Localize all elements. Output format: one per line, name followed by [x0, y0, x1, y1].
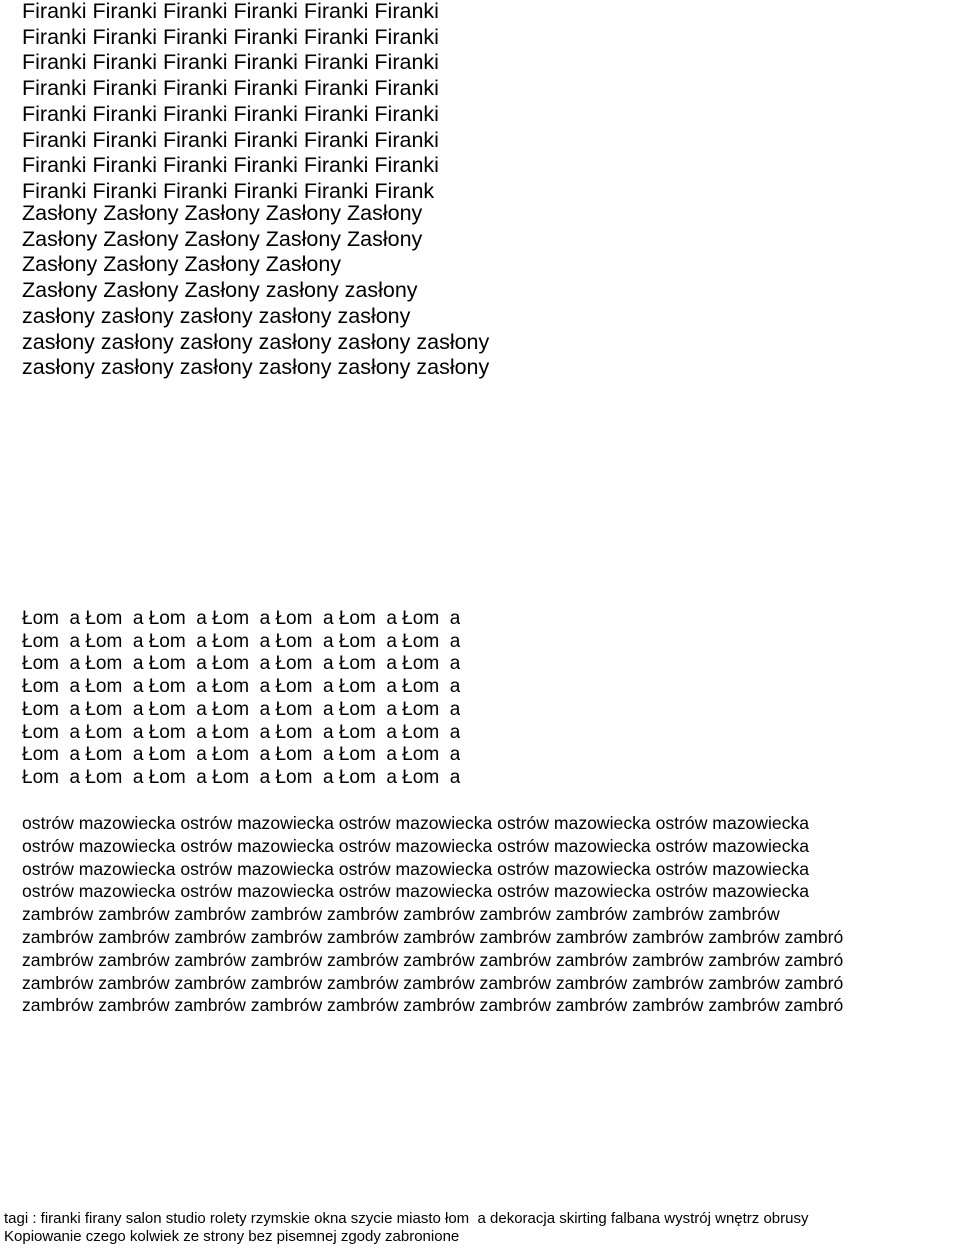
- text-line: zambrów zambrów zambrów zambrów zambrów zambrów zambrów zambrów zambrów zambrów zambró: [22, 949, 844, 970]
- text-line: Firanki Firanki Firanki Firanki Firanki Firanki: [22, 76, 439, 101]
- text-line: Firanki Firanki Firanki Firanki Firanki Firanki: [22, 50, 439, 75]
- ostrow-zambrow-text-block: [22, 812, 960, 1017]
- text-line: Zasłony Zasłony Zasłony Zasłony Zasłony: [22, 226, 423, 251]
- text-line: zasłony zasłony zasłony zasłony zasłony: [22, 303, 411, 328]
- text-line: Firanki Firanki Firanki Firanki Firanki Firank: [22, 178, 435, 203]
- text-line: Firanki Firanki Firanki Firanki Firanki Firanki: [22, 0, 439, 23]
- text-line: zambrów zambrów zambrów zambrów zambrów zambrów zambrów zambrów zambrów zambrów zambró: [22, 926, 844, 947]
- text-line: ostrów mazowiecka ostrów mazowiecka ostrów mazowiecka ostrów mazowiecka ostrów mazowiecka: [22, 813, 810, 833]
- text-line: zasłony zasłony zasłony zasłony zasłony zasłony: [22, 355, 490, 380]
- text-line: Łom a Łom a Łom a Łom a Łom a Łom a Łom a: [22, 653, 461, 675]
- text-line: Łom a Łom a Łom a Łom a Łom a Łom a Łom a: [22, 721, 461, 743]
- text-line: Łom a Łom a Łom a Łom a Łom a Łom a Łom a: [22, 744, 461, 766]
- text-line: Zasłony Zasłony Zasłony Zasłony Zasłony: [22, 201, 423, 225]
- firanki-text-block: [22, 0, 439, 205]
- text-line: ostrów mazowiecka ostrów mazowiecka ostrów mazowiecka ostrów mazowiecka ostrów mazowiecka: [22, 858, 810, 879]
- text-line: zasłony zasłony zasłony zasłony zasłony zasłony: [22, 329, 490, 354]
- text-line: Łom a Łom a Łom a Łom a Łom a Łom a Łom a: [22, 676, 461, 698]
- text-line: Łom a Łom a Łom a Łom a Łom a Łom a Łom a: [22, 766, 461, 788]
- text-line: zambrów zambrów zambrów zambrów zambrów zambrów zambrów zambrów zambrów zambrów zambró: [22, 972, 844, 993]
- text-line: zambrów zambrów zambrów zambrów zambrów zambrów zambrów zambrów zambrów zambrów: [22, 904, 780, 925]
- text-line: ostrów mazowiecka ostrów mazowiecka ostrów mazowiecka ostrów mazowiecka ostrów mazowiecka: [22, 835, 810, 856]
- text-line: Łom a Łom a Łom a Łom a Łom a Łom a Łom a: [22, 698, 461, 720]
- footer-copyright: Kopiowanie czego kolwiek ze strony bez pisemnej zgody zabronione: [4, 1228, 460, 1245]
- footer: [4, 1210, 809, 1246]
- text-line: Firanki Firanki Firanki Firanki Firanki Firanki: [22, 127, 439, 152]
- lomza-text-block: [22, 608, 460, 790]
- text-line: Firanki Firanki Firanki Firanki Firanki Firanki: [22, 153, 439, 178]
- text-line: zambrów zambrów zambrów zambrów zambrów zambrów zambrów zambrów zambrów zambrów zambró: [22, 995, 844, 1016]
- footer-tags: tagi : firanki firany salon studio rolety rzymskie okna szycie miasto łom a dekoracja skirting falbana wystrój wnętrz obrusy: [4, 1210, 809, 1227]
- text-line: Firanki Firanki Firanki Firanki Firanki Firanki: [22, 24, 439, 49]
- text-line: ostrów mazowiecka ostrów mazowiecka ostrów mazowiecka ostrów mazowiecka ostrów mazowiecka: [22, 881, 810, 902]
- text-line: Zasłony Zasłony Zasłony Zasłony: [22, 252, 342, 277]
- text-line: Łom a Łom a Łom a Łom a Łom a Łom a Łom a: [22, 608, 461, 629]
- zaslony-text-block: [22, 201, 489, 381]
- text-line: Zasłony Zasłony Zasłony zasłony zasłony: [22, 278, 418, 303]
- text-line: Łom a Łom a Łom a Łom a Łom a Łom a Łom a: [22, 630, 461, 652]
- text-line: Firanki Firanki Firanki Firanki Firanki Firanki: [22, 101, 439, 126]
